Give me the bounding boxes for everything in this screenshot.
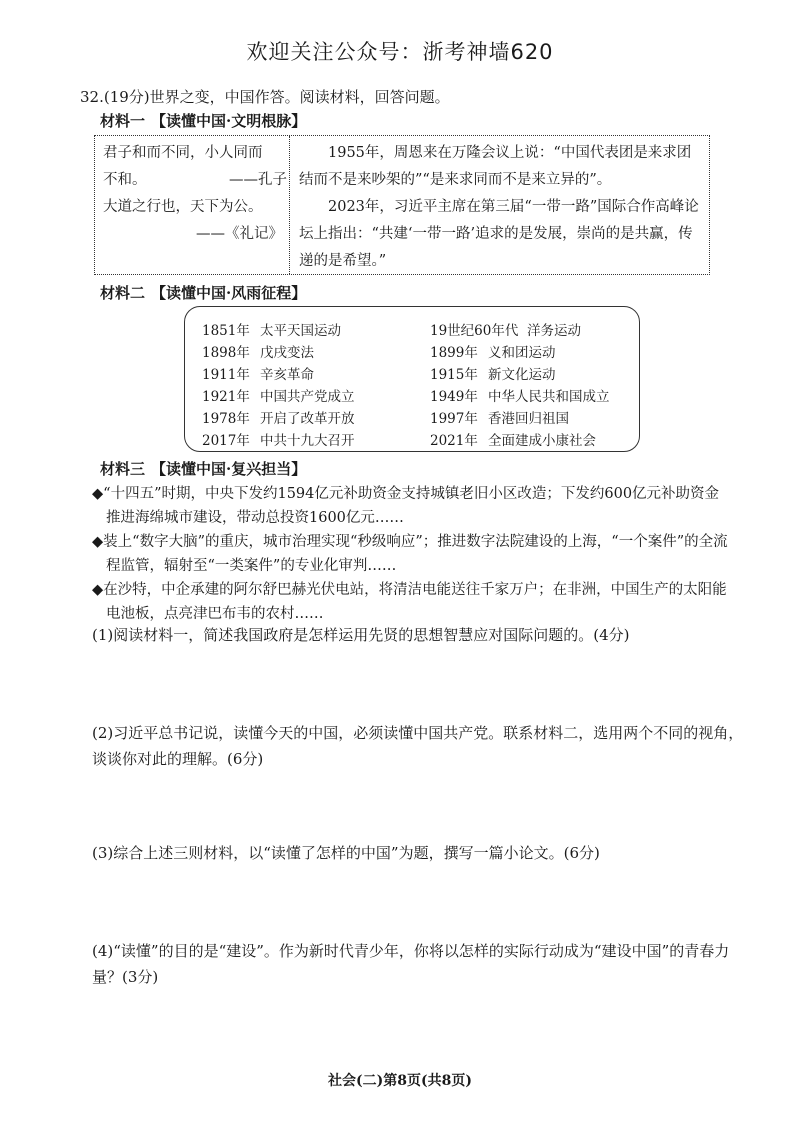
question-title: 32.(19分)世界之变，中国作答。阅读材料，回答问题。 bbox=[80, 88, 450, 106]
timeline-event: 1899年 义和团运动 bbox=[430, 345, 556, 361]
page-footer: 社会(二)第8页(共8页) bbox=[328, 1073, 472, 1089]
timeline-event: 19世纪60年代 洋务运动 bbox=[430, 323, 581, 339]
material1-label: 材料一 bbox=[100, 112, 146, 130]
material1-heading bbox=[100, 110, 306, 131]
material1-paragraphs bbox=[299, 140, 705, 275]
material1-tag: 【读懂中国·文明根脉】 bbox=[151, 112, 307, 130]
quote1-line2-row bbox=[103, 167, 287, 194]
question-2: (2)习近平总书记说，读懂今天的中国，必须读懂中国共产党。联系材料二，选用两个不同的视角，谈谈你对此的理解。(6分) bbox=[92, 724, 744, 768]
timeline-event: 1978年 开启了改革开放 bbox=[202, 411, 355, 427]
timeline-event: 1949年 中华人民共和国成立 bbox=[430, 389, 610, 405]
quote1-source: ——孔子 bbox=[229, 172, 287, 188]
question-1: (1)阅读材料一，简述我国政府是怎样运用先贤的思想智慧应对国际问题的。(4分) bbox=[92, 626, 630, 644]
timeline-event: 1997年 香港回归祖国 bbox=[430, 411, 569, 427]
material3-label: 材料三 bbox=[100, 460, 146, 478]
quote1-line1: 君子和而不同，小人同而 bbox=[103, 145, 263, 161]
question-3: (3)综合上述三则材料，以“读懂了怎样的中国”为题，撰写一篇小论文。(6分) bbox=[92, 844, 600, 862]
material3-heading bbox=[100, 458, 306, 479]
material2-tag: 【读懂中国·风雨征程】 bbox=[151, 284, 307, 302]
material3-item: ◆在沙特，中企承建的阿尔舒巴赫光伏电站，将清洁电能送往千家万户；在非洲，中国生产的太阳能电池板，点亮津巴布韦的农村…… bbox=[92, 582, 727, 622]
material2-timeline-box bbox=[184, 306, 640, 452]
quote2-source: ——《礼记》 bbox=[196, 226, 283, 242]
timeline-event: 2021年 全面建成小康社会 bbox=[430, 433, 596, 449]
timeline-event: 1915年 新文化运动 bbox=[430, 367, 556, 383]
material3-item: ◆“十四五”时期，中央下发约1594亿元补助资金支持城镇老旧小区改造；下发约600亿元补助资金推进海绵城市建设，带动总投资1600亿元…… bbox=[92, 486, 720, 526]
material2-label: 材料二 bbox=[100, 284, 146, 302]
material3-item: ◆装上“数字大脑”的重庆，城市治理实现“秒级响应”；推进数字法院建设的上海，“一个案件”的全流程监管，辐射至“一类案件”的专业化审判…… bbox=[92, 534, 728, 574]
quote2-text: 大道之行也，天下为公。 bbox=[103, 199, 263, 215]
timeline-event: 1911年 辛亥革命 bbox=[202, 367, 314, 383]
quote1-line2: 不和。 bbox=[103, 172, 147, 188]
material1-para2: 2023年，习近平主席在第三届“一带一路”国际合作高峰论坛上指出：“共建‘一带一路’追求的是发展，崇尚的是共赢，传递的是希望。” bbox=[299, 199, 699, 269]
material3-tag: 【读懂中国·复兴担当】 bbox=[151, 460, 307, 478]
question-4: (4)“读懂”的目的是“建设”。作为新时代青少年，你将以怎样的实际行动成为“建设中国”的青春力量？(3分) bbox=[92, 942, 730, 986]
timeline-event: 1898年 戊戌变法 bbox=[202, 345, 314, 361]
timeline-event: 1851年 太平天国运动 bbox=[202, 323, 341, 339]
material2-heading bbox=[100, 282, 306, 303]
material1-divider bbox=[289, 136, 290, 274]
material3-list bbox=[92, 482, 732, 626]
material1-quotes bbox=[103, 140, 287, 248]
timeline-event: 1921年 中国共产党成立 bbox=[202, 389, 355, 405]
material1-box bbox=[94, 135, 710, 275]
timeline-event: 2017年 中共十九大召开 bbox=[202, 433, 355, 449]
page-header: 欢迎关注公众号：浙考神墙620 bbox=[246, 40, 554, 64]
material1-para1: 1955年，周恩来在万隆会议上说：“中国代表团是来求团结而不是来吵架的”“是来求同而不是来立异的”。 bbox=[299, 145, 692, 188]
